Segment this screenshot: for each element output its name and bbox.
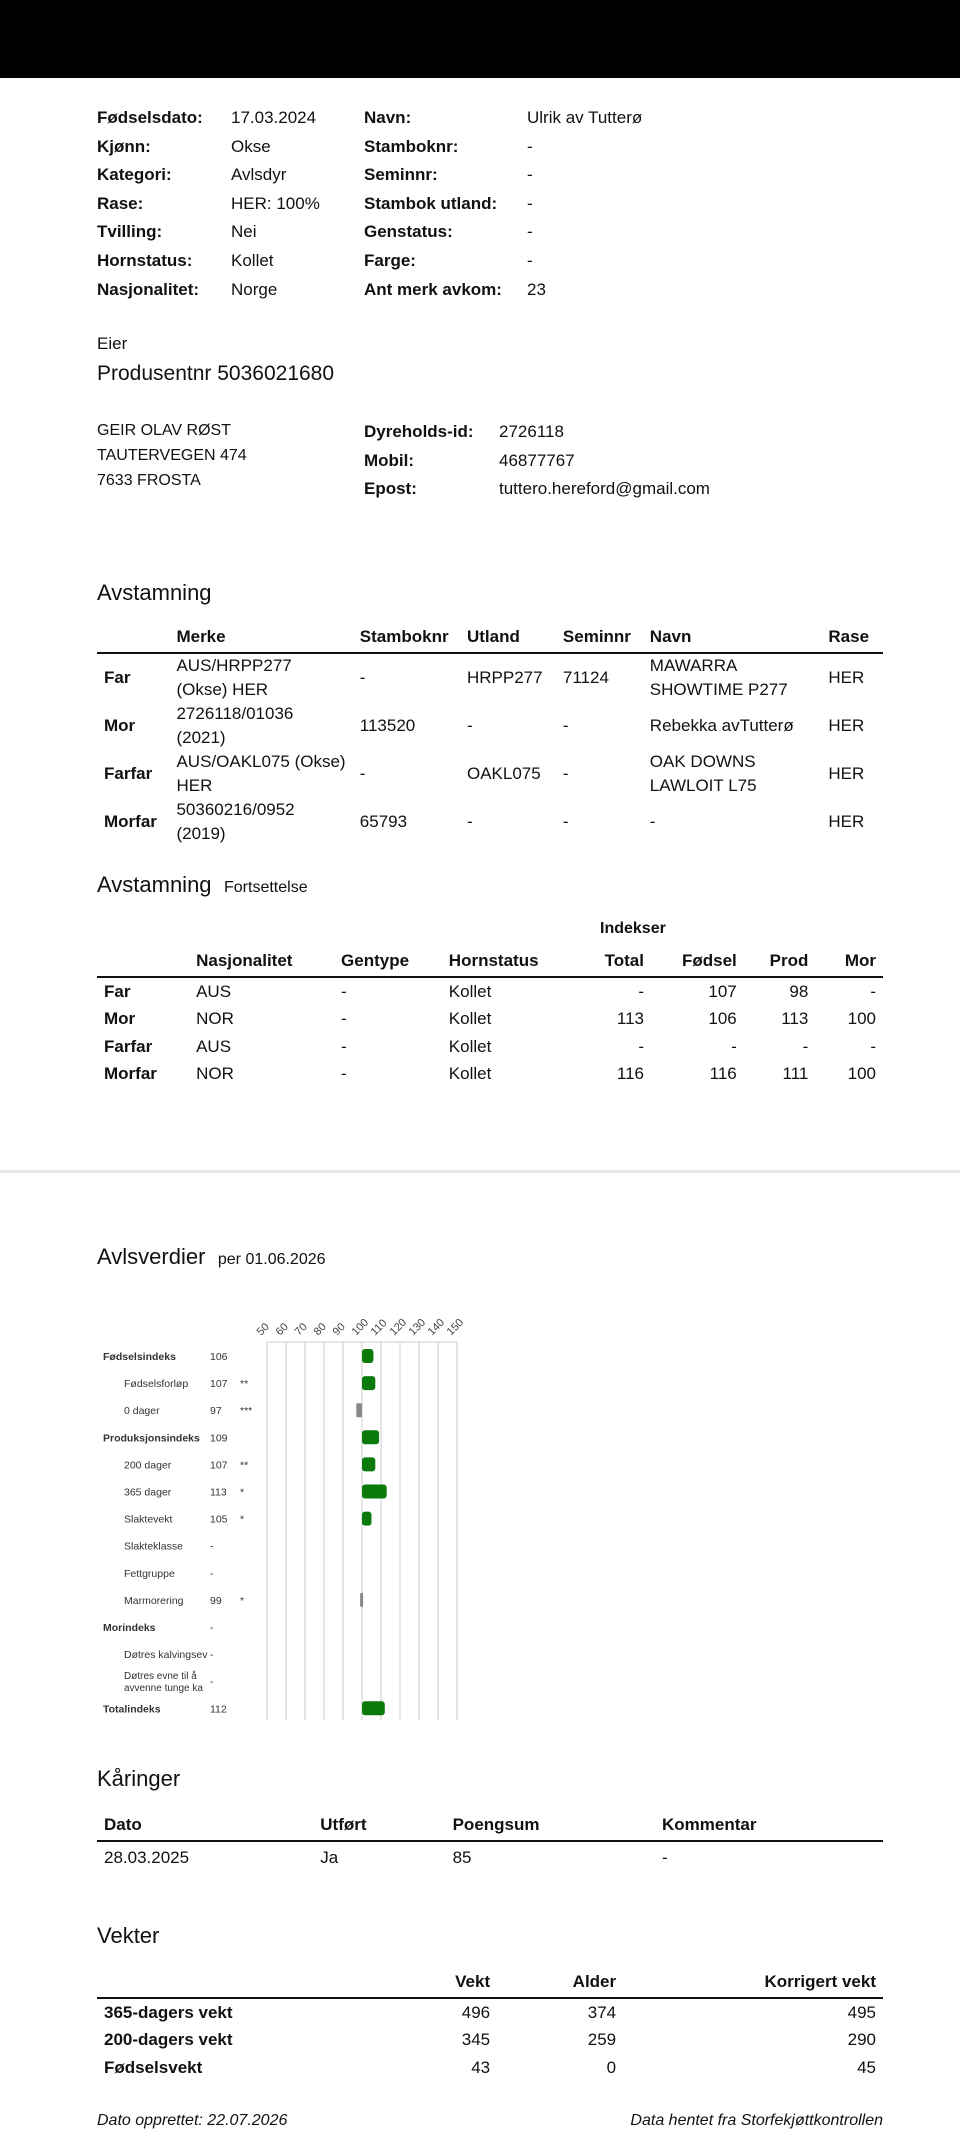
pedigree2-cell-mor: - xyxy=(870,981,876,1001)
tick-label: 130 xyxy=(406,1316,429,1339)
column-header: Kommentar xyxy=(655,1810,883,1841)
row-value: 113 xyxy=(210,1486,227,1499)
tick-label: 150 xyxy=(444,1316,467,1339)
vekt-cell: 200-dagers vekt xyxy=(104,2030,233,2050)
pedigree2-title: Avstamning xyxy=(97,872,212,897)
pedigree-cell-rel: Far xyxy=(104,668,131,687)
row-label: Slaktevekt xyxy=(124,1513,173,1526)
kaaring-cell: 85 xyxy=(452,1848,472,1867)
bar xyxy=(362,1457,375,1471)
vekt-cell: 290 xyxy=(847,2030,876,2050)
top-bar xyxy=(0,0,960,78)
row-value: - xyxy=(210,1676,214,1689)
bar xyxy=(362,1349,373,1363)
row-value: 105 xyxy=(210,1513,228,1526)
pedigree-cell-rase: HER xyxy=(828,716,865,735)
address-line: 7633 FROSTA xyxy=(97,472,201,489)
column-header xyxy=(97,946,189,977)
kaaring-cell: 28.03.2025 xyxy=(104,1848,190,1867)
row-label: Fødselsindeks xyxy=(103,1351,176,1363)
pedigree2-cell-nasj: NOR xyxy=(196,1009,234,1029)
info-row xyxy=(97,218,320,247)
column-header: Total xyxy=(578,946,651,977)
info-label: Seminnr: xyxy=(364,165,438,185)
pedigree-cell-rase: HER xyxy=(828,668,865,687)
breeding-heading xyxy=(97,1244,326,1270)
info-value: Norge xyxy=(231,279,278,299)
row-label: 0 dager xyxy=(124,1405,160,1418)
pedigree2-cell-rel: Farfar xyxy=(104,1036,153,1056)
column-header: Stamboknr xyxy=(353,622,460,653)
tick-label: 90 xyxy=(330,1320,348,1339)
pedigree-cell-merke: AUS/OAKL075 (Okse) HER xyxy=(176,752,346,795)
pedigree-cell-rase: HER xyxy=(828,812,865,831)
info-value: 23 xyxy=(527,279,546,299)
info-row xyxy=(364,447,710,476)
info-value: tuttero.hereford@gmail.com xyxy=(499,479,710,499)
pedigree2-cell-nasj: NOR xyxy=(196,1064,234,1084)
row-label: Marmorering xyxy=(124,1594,184,1607)
pedigree-cell-merke: AUS/HRPP277 (Okse) HER xyxy=(176,656,292,699)
row-value: - xyxy=(210,1540,214,1553)
pedigree-cell-stambok: 65793 xyxy=(359,812,408,831)
row-value: - xyxy=(210,1649,214,1662)
pedigree-cell-utland: - xyxy=(466,812,473,831)
row-label: Produksjonsindeks xyxy=(103,1432,200,1445)
tick-label: 70 xyxy=(292,1320,310,1339)
bar xyxy=(362,1512,372,1526)
pedigree-cell-seminnr: - xyxy=(562,764,569,783)
pedigree2-subtitle: Fortsettelse xyxy=(224,879,308,896)
column-header: Rase xyxy=(821,622,883,653)
column-header: Poengsum xyxy=(446,1810,655,1841)
vekt-cell: 365-dagers vekt xyxy=(104,2002,233,2022)
row-value: 112 xyxy=(210,1703,227,1716)
row-label: Slakteklasse xyxy=(124,1540,183,1553)
info-label: Kjønn: xyxy=(97,136,151,156)
info-row xyxy=(364,247,642,276)
info-value: - xyxy=(527,222,533,242)
pedigree-cell-rase: HER xyxy=(828,764,865,783)
bar xyxy=(362,1430,379,1444)
footer-source: Data hentet fra Storfekjøttkontrollen xyxy=(630,2112,883,2129)
column-header: Gentype xyxy=(334,946,442,977)
owner-contact xyxy=(364,418,710,504)
info-row xyxy=(97,190,320,219)
info-value: Avlsdyr xyxy=(231,165,287,185)
info-row xyxy=(97,104,320,133)
pedigree-cell-stambok: - xyxy=(359,668,366,687)
row-value: - xyxy=(210,1567,214,1580)
section-divider xyxy=(0,1170,960,1173)
info-row xyxy=(97,133,320,162)
pedigree2-cell-horn: Kollet xyxy=(448,1064,492,1084)
pedigree2-cell-prod: 113 xyxy=(781,1009,809,1029)
info-value: Nei xyxy=(231,222,257,242)
pedigree2-cell-fodsel: 116 xyxy=(709,1064,737,1084)
pedigree-cell-seminnr: - xyxy=(562,716,569,735)
info-row xyxy=(364,104,642,133)
pedigree-cell-utland: - xyxy=(466,716,473,735)
info-label: Dyreholds-id: xyxy=(364,422,474,441)
pedigree2-cell-gentype: - xyxy=(341,1064,347,1084)
column-header: Utland xyxy=(460,622,556,653)
pedigree-cell-navn: MAWARRA SHOWTIME P277 xyxy=(649,656,788,699)
info-value: - xyxy=(527,165,533,185)
pedigree2-cell-fodsel: 107 xyxy=(708,981,737,1001)
row-value: 107 xyxy=(210,1378,228,1391)
info-label: Epost: xyxy=(364,479,417,499)
row-value: - xyxy=(210,1622,214,1634)
info-value: HER: 100% xyxy=(231,193,320,213)
info-label: Kategori: xyxy=(97,165,172,185)
info-value: 2726118 xyxy=(499,422,564,441)
info-label: Fødselsdato: xyxy=(97,108,203,127)
row-label: Morindeks xyxy=(103,1622,156,1634)
column-header: Prod xyxy=(744,946,816,977)
bar xyxy=(356,1403,362,1417)
column-header: Hornstatus xyxy=(442,946,578,977)
info-value: Okse xyxy=(231,136,271,156)
pedigree-cell-utland: HRPP277 xyxy=(466,668,543,687)
row-label: Døtres kalvingsev xyxy=(124,1649,208,1662)
column-header: Utført xyxy=(313,1810,445,1841)
footer-created: Dato opprettet: 22.07.2026 xyxy=(97,2112,288,2129)
pedigree-cell-merke: 2726118/01036 (2021) xyxy=(176,704,294,747)
kaaring-cell: Ja xyxy=(320,1848,339,1867)
row-stars: * xyxy=(240,1513,245,1526)
row-label: Fettgruppe xyxy=(124,1567,175,1580)
pedigree2-cell-total: - xyxy=(638,1036,644,1056)
info-label: Tvilling: xyxy=(97,222,163,242)
pedigree-title: Avstamning xyxy=(97,580,212,605)
vekt-cell: 259 xyxy=(587,2030,617,2050)
pedigree2-cell-mor: 100 xyxy=(847,1009,876,1029)
info-row xyxy=(97,161,320,190)
kaaring-title: Kåringer xyxy=(97,1766,181,1791)
tick-label: 100 xyxy=(349,1316,372,1339)
vekt-cell: Fødselsvekt xyxy=(104,2057,203,2077)
column-header: Fødsel xyxy=(651,946,744,977)
pedigree2-cell-horn: Kollet xyxy=(448,1009,492,1029)
vekter-title: Vekter xyxy=(97,1923,160,1948)
vekt-cell: 374 xyxy=(587,2002,617,2022)
pedigree2-cell-prod: 98 xyxy=(789,981,809,1001)
address-line: GEIR OLAV RØST xyxy=(97,422,231,439)
info-label: Hornstatus: xyxy=(97,250,193,270)
pedigree2-heading xyxy=(97,872,308,898)
pedigree2-cell-gentype: - xyxy=(341,1036,347,1056)
row-label: Fødselsforløp xyxy=(124,1378,189,1391)
pedigree-cell-navn: - xyxy=(649,812,656,831)
row-stars: * xyxy=(240,1486,245,1499)
pedigree-cell-navn: OAK DOWNS LAWLOIT L75 xyxy=(649,752,757,795)
owner-heading: Eier xyxy=(97,334,128,353)
column-header: Seminnr xyxy=(556,622,643,653)
row-stars: ** xyxy=(240,1459,249,1472)
pedigree2-cell-mor: - xyxy=(870,1036,876,1056)
info-value: - xyxy=(527,193,533,213)
row-stars: *** xyxy=(240,1405,253,1418)
vekt-cell: 45 xyxy=(857,2057,876,2077)
info-row xyxy=(364,418,710,447)
row-label-line: Døtres evne til å xyxy=(124,1671,197,1683)
pedigree-cell-rel: Morfar xyxy=(104,812,157,831)
bar xyxy=(360,1593,363,1607)
row-value: 106 xyxy=(210,1351,228,1363)
vekt-cell: 43 xyxy=(471,2057,491,2077)
breeding-values-chart xyxy=(97,1300,497,1720)
pedigree-cell-utland: OAKL075 xyxy=(466,764,541,783)
info-value: Ulrik av Tutterø xyxy=(527,108,643,127)
pedigree-cell-stambok: 113520 xyxy=(359,716,416,735)
info-row xyxy=(97,247,320,276)
row-stars: ** xyxy=(240,1378,249,1391)
vekt-cell: 0 xyxy=(606,2057,617,2077)
info-label: Stambok utland: xyxy=(364,193,498,213)
column-header xyxy=(97,622,169,653)
pedigree2-cell-fodsel: - xyxy=(731,1036,737,1056)
owner-address xyxy=(97,418,247,493)
info-label: Rase: xyxy=(97,193,144,213)
indices-group-header: Indekser xyxy=(600,920,666,937)
info-row xyxy=(364,218,642,247)
address-line: TAUTERVEGEN 474 xyxy=(97,447,247,464)
vekt-cell: 495 xyxy=(847,2002,876,2022)
row-label: 365 dager xyxy=(124,1486,172,1499)
info-row xyxy=(97,276,320,305)
vekt-cell: 345 xyxy=(461,2030,491,2050)
tick-label: 60 xyxy=(273,1320,291,1339)
pedigree2-cell-mor: 100 xyxy=(847,1064,876,1084)
pedigree2-cell-total: - xyxy=(638,981,644,1001)
info-row xyxy=(364,276,642,305)
pedigree2-cell-total: 116 xyxy=(616,1064,644,1084)
column-header xyxy=(97,1967,300,1998)
pedigree-cell-seminnr: - xyxy=(562,812,569,831)
pedigree2-cell-rel: Far xyxy=(104,981,131,1001)
row-label-line: avvenne tunge ka xyxy=(124,1683,203,1695)
pedigree2-cell-horn: Kollet xyxy=(448,1036,492,1056)
pedigree2-table xyxy=(97,946,883,1088)
vekter-table xyxy=(97,1967,883,2082)
row-value: 97 xyxy=(210,1405,222,1418)
info-label: Farge: xyxy=(364,250,416,270)
pedigree-cell-navn: Rebekka avTutterø xyxy=(649,716,794,735)
pedigree-cell-stambok: - xyxy=(359,764,366,783)
info-value: Kollet xyxy=(231,250,274,270)
pedigree-table xyxy=(97,622,883,846)
row-value: 99 xyxy=(210,1594,222,1607)
row-stars: * xyxy=(240,1594,245,1607)
kaaring-table xyxy=(97,1810,883,1874)
info-row xyxy=(364,133,642,162)
kaaring-cell: - xyxy=(662,1848,668,1867)
info-row xyxy=(364,161,642,190)
bar xyxy=(362,1485,387,1499)
pedigree2-cell-nasj: AUS xyxy=(196,981,232,1001)
column-header: Navn xyxy=(643,622,822,653)
column-header: Dato xyxy=(97,1810,313,1841)
info-value: - xyxy=(527,250,533,270)
tick-label: 110 xyxy=(368,1317,390,1339)
pedigree2-cell-gentype: - xyxy=(341,1009,347,1029)
producer-number: Produsentnr 5036021680 xyxy=(97,362,335,385)
tick-label: 50 xyxy=(254,1320,272,1339)
breeding-subtitle: per 01.06.2026 xyxy=(217,1251,326,1268)
info-value: 46877767 xyxy=(499,450,575,470)
tick-label: 120 xyxy=(387,1316,410,1339)
row-value: 109 xyxy=(210,1432,228,1445)
pedigree2-cell-nasj: AUS xyxy=(196,1036,232,1056)
pedigree2-cell-rel: Morfar xyxy=(104,1064,157,1084)
tick-label: 80 xyxy=(311,1320,329,1339)
pedigree2-cell-rel: Mor xyxy=(104,1009,136,1029)
animal-info-right xyxy=(364,104,642,304)
pedigree2-cell-fodsel: 106 xyxy=(708,1009,737,1029)
pedigree-cell-rel: Mor xyxy=(104,716,136,735)
pedigree2-cell-prod: 111 xyxy=(782,1064,809,1084)
column-header: Vekt xyxy=(300,1967,497,1998)
info-row xyxy=(364,475,710,504)
info-label: Ant merk avkom: xyxy=(364,279,502,299)
pedigree2-cell-horn: Kollet xyxy=(448,981,492,1001)
tick-label: 140 xyxy=(425,1316,448,1339)
info-label: Nasjonalitet: xyxy=(97,279,200,299)
info-label: Stamboknr: xyxy=(364,136,459,156)
pedigree2-cell-total: 113 xyxy=(616,1009,644,1029)
breeding-title: Avlsverdier xyxy=(97,1244,206,1269)
pedigree-cell-rel: Farfar xyxy=(104,764,153,783)
row-label: 200 dager xyxy=(124,1459,172,1472)
info-value: 17.03.2024 xyxy=(231,108,317,127)
column-header: Korrigert vekt xyxy=(623,1967,883,1998)
column-header: Merke xyxy=(169,622,352,653)
info-label: Navn: xyxy=(364,108,412,127)
info-row xyxy=(364,190,642,219)
pedigree-cell-seminnr: 71124 xyxy=(562,668,609,687)
pedigree2-cell-prod: - xyxy=(802,1036,809,1056)
column-header: Mor xyxy=(815,946,883,977)
vekt-cell: 496 xyxy=(461,2002,491,2022)
info-label: Mobil: xyxy=(364,450,415,470)
column-header: Nasjonalitet xyxy=(189,946,334,977)
pedigree2-cell-gentype: - xyxy=(341,981,347,1001)
row-label: Totalindeks xyxy=(103,1703,161,1716)
bar xyxy=(362,1701,385,1715)
bar xyxy=(362,1376,375,1390)
info-label: Genstatus: xyxy=(364,222,453,242)
info-value: - xyxy=(527,136,533,156)
pedigree-cell-merke: 50360216/0952 (2019) xyxy=(176,800,295,843)
row-value: 107 xyxy=(210,1459,228,1472)
column-header: Alder xyxy=(497,1967,623,1998)
animal-info-left xyxy=(97,104,320,304)
